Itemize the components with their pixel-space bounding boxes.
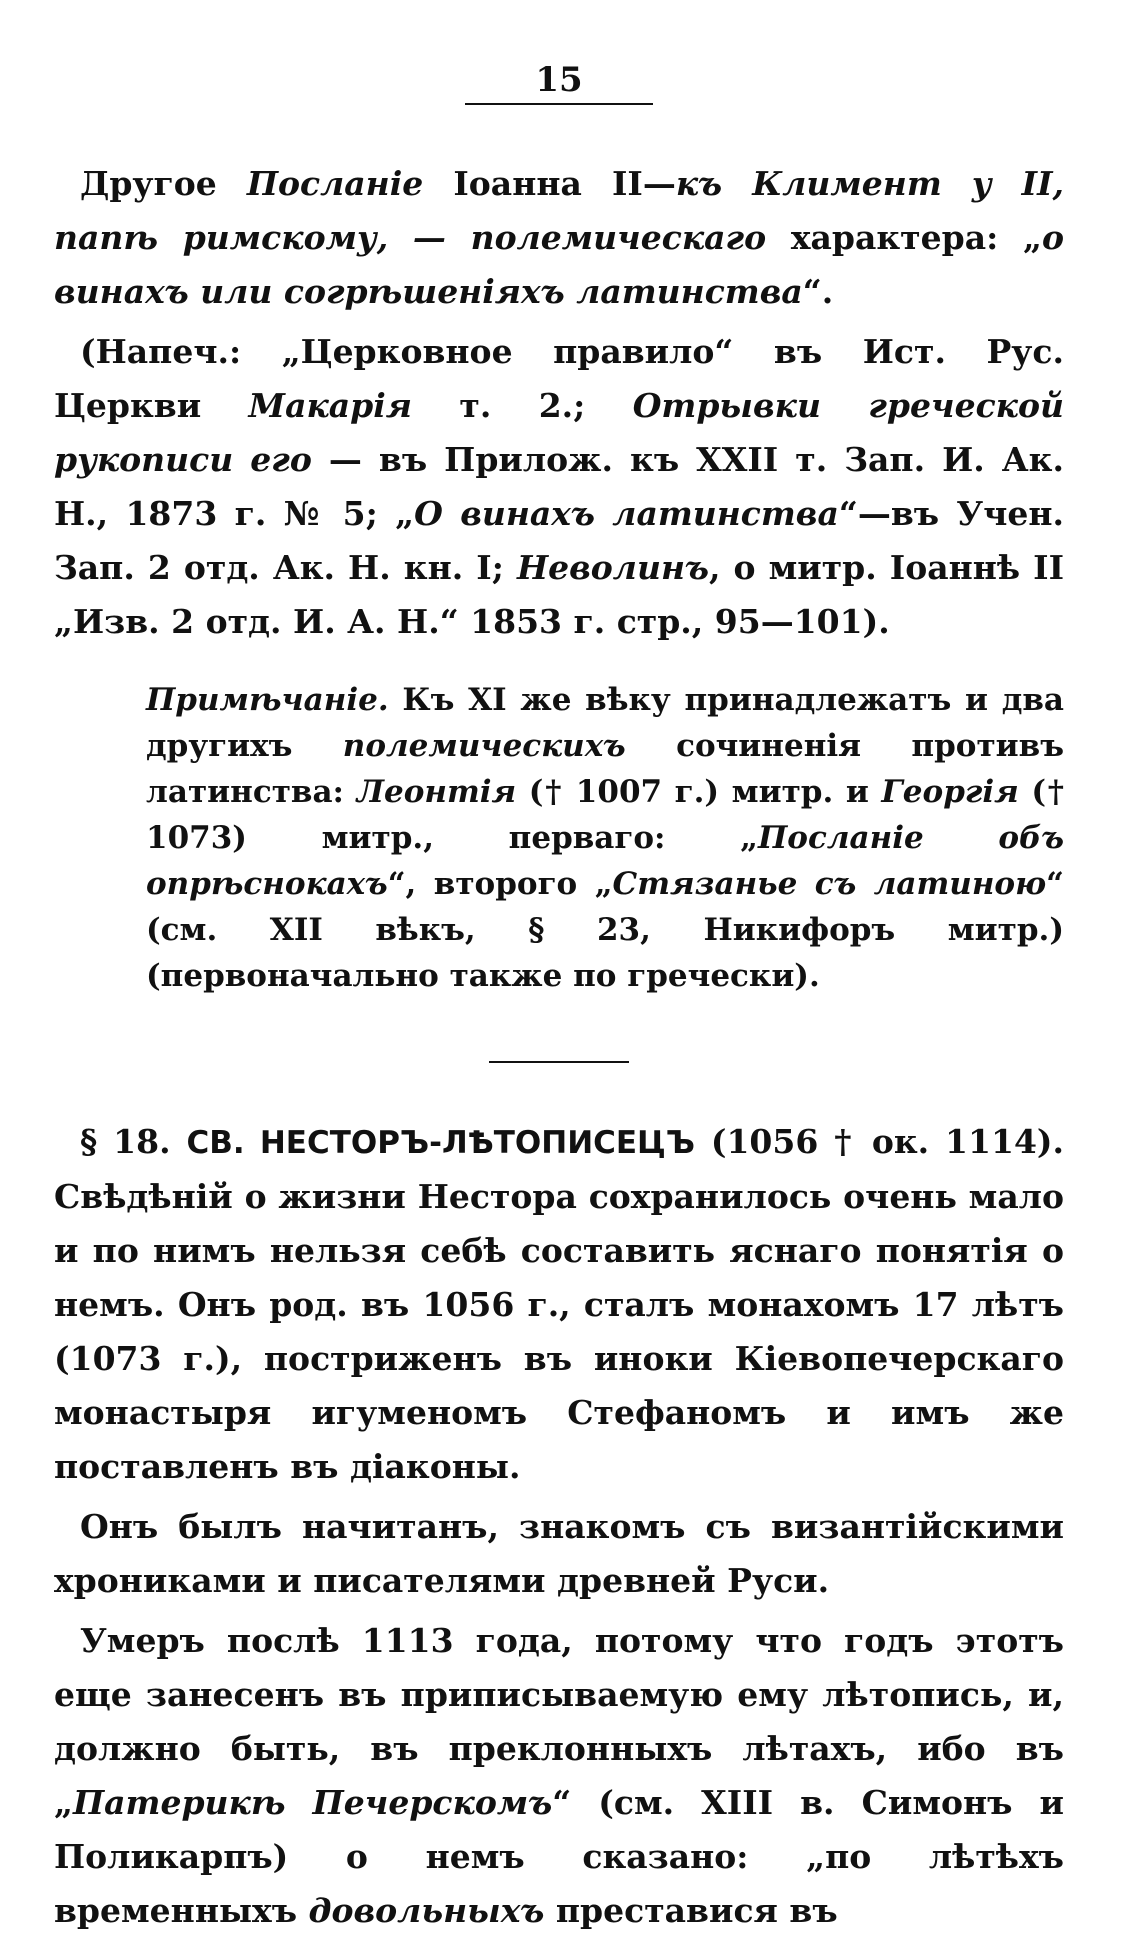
- paragraph-references: (Напеч.: „Церковное правило“ въ Ист. Рус. Церкви Макарія т. 2.; Отрывки греческой рукописи его — въ Прилож. къ XXII т. Зап. И. Ак. Н., 1873 г. № 5; „О винахъ латинства“—въ Учен. Зап. 2 отд. Ак. Н. кн. I; Неволинъ, о митр. Іоаннѣ II „Изв. 2 отд. И. А. Н.“ 1853 г. стр., 95—101).: [54, 331, 1065, 641]
- section-title: СВ. НЕСТОРЪ-ЛѢТОПИСЕЦЪ: [186, 1124, 695, 1161]
- page-number: 15: [54, 60, 1064, 105]
- section-18: § 18. СВ. НЕСТОРЪ-ЛѢТОПИСЕЦЪ (1056 † ок. 1114). Свѣдѣній о жизни Нестора сохранилось очень мало и по нимъ нельзя себѣ составить яснаго понятія о немъ. Онъ род. въ 1056 г., сталъ монахомъ 17 лѣтъ (1073 г.), постриженъ въ иноки Кіевопечерскаго монастыря игуменомъ Стефаномъ и имъ же поставленъ въ діаконы.: [54, 1121, 1065, 1486]
- paragraph-death: Умеръ послѣ 1113 года, потому что годъ этотъ еще занесенъ въ приписываемую ему лѣтопись, и, должно быть, въ преклонныхъ лѣтахъ, ибо въ „Патерикѣ Печерскомъ“ (см. XIII в. Симонъ и Поликарпъ) о немъ сказано: „по лѣтѣхъ временныхъ довольныхъ преставися въ: [54, 1620, 1064, 1930]
- footnote-remark: Примѣчаніе. Къ XI же вѣку принадлежатъ и два другихъ полемическихъ сочиненія противъ латинства: Леонтія († 1007 г.) митр. и Георгія († 1073) митр., перваго: „Посланіе объ опрѣснокахъ“, второго „Стязанье съ латиною“ (см. XII вѣкъ, § 23, Никифоръ митр.) (первоначально также по гречески).: [146, 681, 1065, 994]
- section-divider: [489, 1061, 629, 1063]
- paragraph-erudition: Онъ былъ начитанъ, знакомъ съ византійскими хрониками и писателями древней Руси.: [54, 1506, 1064, 1600]
- book-page: [54, 60, 1064, 1938]
- paragraph-epistle: Другое Посланіе Іоанна II—къ Климент у II, папѣ римскому, — полемическаго характера: „о винахъ или согрѣшеніяхъ латинства“.: [54, 163, 1065, 311]
